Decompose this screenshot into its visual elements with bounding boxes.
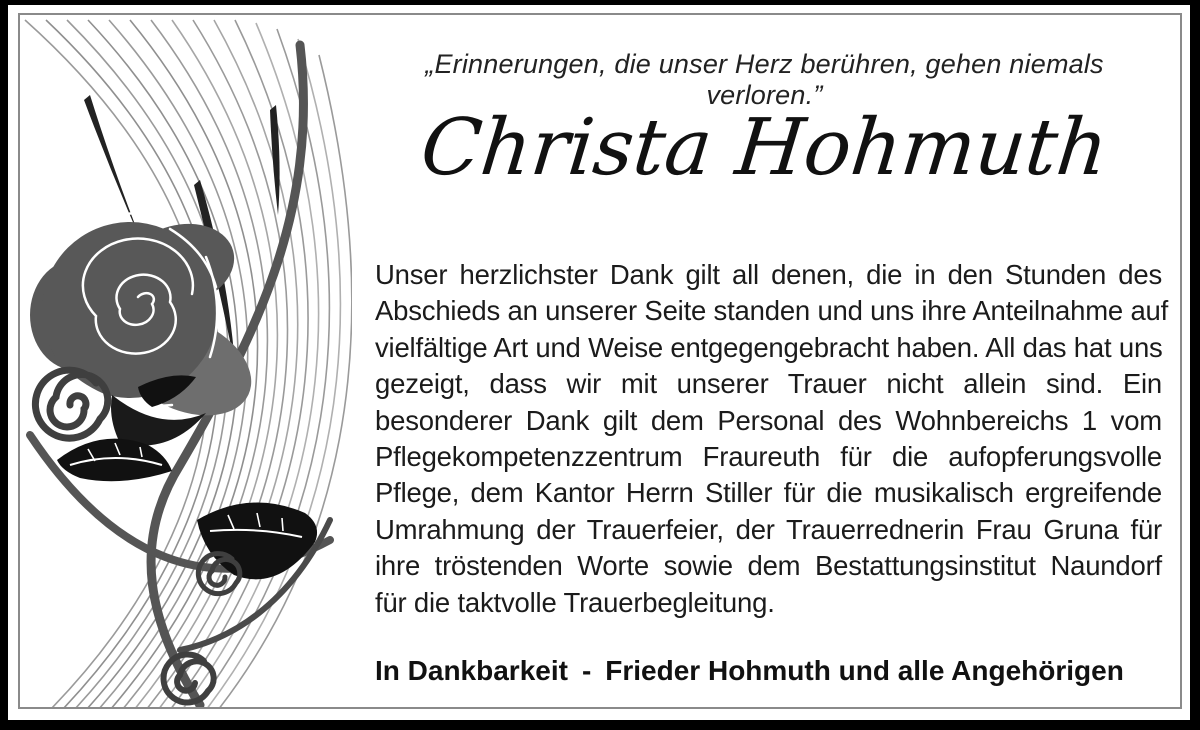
notice-content <box>367 5 1169 720</box>
body-line: ihre tröstenden Worte sowie dem Bestattungsinstitut Naundorf <box>375 550 1162 582</box>
closing-separator: - <box>581 655 592 686</box>
body-line: vielfältige Art und Weise entgegengebracht haben. All das hat uns <box>375 331 1163 363</box>
deceased-name: Christa Hohmuth <box>416 103 1113 193</box>
body-line: Abschieds an unserer Seite standen und uns ihre Anteilnahme auf <box>375 295 1169 327</box>
body-line: für die taktvolle Trauerbegleitung. <box>375 586 775 618</box>
closing-names: Frieder Hohmuth und alle Angehörigen <box>605 655 1124 686</box>
memorial-quote: „Erinnerungen, die unser Herz berühren, gehen niemals verloren.” <box>425 49 1104 110</box>
rose-illustration <box>20 15 352 707</box>
body-line: besonderer Dank gilt dem Personal des Wohnbereichs 1 vom <box>375 404 1162 436</box>
closing-line <box>375 655 1162 687</box>
body-line: gezeigt, dass wir mit unserer Trauer nicht allein sind. Ein <box>375 368 1162 400</box>
body-line: Unser herzlichster Dank gilt all denen, die in den Stunden des <box>375 259 1162 290</box>
closing-lead: In Dankbarkeit <box>375 655 568 686</box>
thanks-paragraph <box>375 257 1169 621</box>
body-line: Umrahmung der Trauerfeier, der Trauerrednerin Frau Gruna für <box>375 513 1162 545</box>
body-line: Pflegekompetenzzentrum Fraureuth für die aufopferungsvolle <box>375 440 1162 472</box>
rose-illustration-svg <box>20 15 352 707</box>
body-line: Pflege, dem Kantor Herrn Stiller für die musikalisch ergreifende <box>375 477 1162 509</box>
